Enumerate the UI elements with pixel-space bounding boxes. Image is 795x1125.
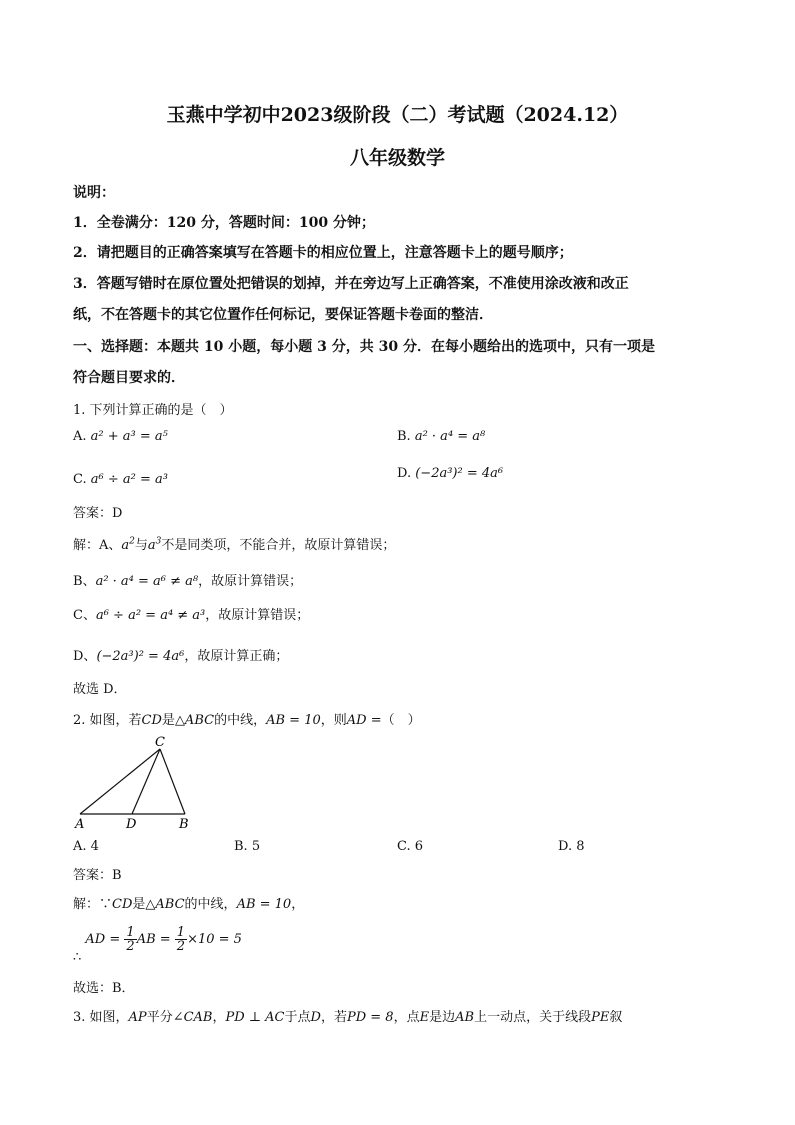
q1-option-c bbox=[73, 472, 168, 487]
q3-text4: ，若 bbox=[320, 1010, 347, 1025]
q1-option-a-math: a² + a³ = a⁵ bbox=[90, 429, 168, 444]
segment-bc bbox=[160, 749, 185, 814]
q2-stem-triangle: △ABC bbox=[174, 713, 215, 728]
q1-option-c-label: C. bbox=[73, 472, 87, 487]
q2-option-d: D. 8 bbox=[558, 839, 585, 854]
q2-stem-ab: AB = 10 bbox=[266, 713, 321, 728]
q2-option-a: A. 4 bbox=[73, 839, 99, 854]
exam-title: 玉燕中学初中2023级阶段（二）考试题（2024.12） bbox=[166, 104, 629, 126]
q1-sol-a-conj: 与 bbox=[134, 538, 148, 553]
q2-solution-line1 bbox=[73, 893, 304, 912]
q1-sol-b-text: ，故原计算错误； bbox=[198, 574, 303, 589]
q3-text8: 叙 bbox=[609, 1010, 623, 1025]
fraction-denominator: 2 bbox=[126, 939, 135, 954]
section-1-heading: 一、选择题：本题共 10 小题，每小题 3 分，共 30 分．在每小题给出的选项中，只有一项是 bbox=[73, 339, 655, 355]
q1-sol-c-math: a⁶ ÷ a² = a⁴ ≠ a³ bbox=[95, 608, 206, 623]
q1-option-b bbox=[397, 429, 485, 444]
fraction-numerator: 1 bbox=[126, 925, 135, 940]
q2-choose: 故选：B． bbox=[73, 981, 135, 996]
q2-stem-text2: 的中线， bbox=[214, 713, 267, 728]
q3-point-e: E bbox=[419, 1010, 430, 1025]
q3-stem bbox=[73, 1006, 622, 1025]
q1-sol-d-prefix: D、 bbox=[73, 649, 97, 664]
note-3-line1: 3．答题写错时在原位置处把错误的划掉，并在旁边写上正确答案，不准使用涂改液和改正 bbox=[73, 276, 629, 292]
note-1: 1．全卷满分：120 分，答题时间：100 分钟； bbox=[73, 215, 375, 231]
section-1-heading-cont: 符合题目要求的． bbox=[73, 370, 185, 386]
q1-solution-d bbox=[73, 645, 288, 664]
label-a: A bbox=[75, 817, 85, 832]
label-c: C bbox=[155, 735, 165, 750]
q1-option-d-label: D. bbox=[397, 466, 412, 481]
q1-option-d-math: (−2a³)² = 4a⁶ bbox=[415, 466, 504, 481]
q1-option-c-math: a⁶ ÷ a² = a³ bbox=[90, 472, 168, 487]
q1-sol-a-prefix: 解：A、 bbox=[73, 538, 122, 553]
q3-text5: ，点 bbox=[393, 1010, 420, 1025]
q2-sol-comma: ， bbox=[291, 897, 305, 912]
q2-sol-triangle: △ABC bbox=[145, 897, 185, 912]
q2-triangle-figure bbox=[70, 732, 200, 832]
q2-solution-calc bbox=[73, 925, 242, 965]
q2-option-b: B. 5 bbox=[234, 839, 261, 854]
q1-solution-a bbox=[73, 534, 395, 553]
q2-calc-result: ×10 = 5 bbox=[187, 932, 242, 947]
q2-calc-ad: AD = bbox=[85, 932, 121, 947]
q2-fraction-2 bbox=[175, 926, 187, 953]
q2-sol-ab: AB = 10 bbox=[236, 897, 292, 912]
q2-stem-ad: AD = bbox=[346, 713, 382, 728]
q1-sol-a-term2: $a^3$ bbox=[147, 536, 162, 553]
q1-sol-d-text: ，故原计算正确； bbox=[184, 649, 289, 664]
q2-fraction-1 bbox=[124, 926, 136, 953]
q3-point-d: D bbox=[310, 1010, 321, 1025]
note-3-line2: 纸，不在答题卡的其它位置作任何标记，要保证答题卡卷面的整洁． bbox=[73, 307, 493, 323]
q2-stem-paren: （ ） bbox=[381, 713, 421, 728]
q1-option-b-math: a² · a⁴ = a⁸ bbox=[414, 429, 486, 444]
q1-sol-d-math: (−2a³)² = 4a⁶ bbox=[96, 649, 185, 664]
q1-sol-b-math: a² · a⁴ = a⁶ ≠ a⁸ bbox=[95, 574, 199, 589]
q2-sol-prefix: 解：∵ bbox=[73, 897, 113, 912]
q2-answer: 答案：B bbox=[73, 868, 122, 883]
q1-option-a bbox=[73, 429, 168, 444]
q3-pd: PD = 8 bbox=[346, 1010, 394, 1025]
exam-subject: 八年级数学 bbox=[349, 147, 445, 169]
q1-solution-b bbox=[73, 570, 302, 589]
notes-heading: 说明： bbox=[73, 185, 115, 201]
note-2: 2．请把题目的正确答案填写在答题卡的相应位置上，注意答题卡上的题号顺序； bbox=[73, 245, 573, 261]
q3-perp: PD ⊥ AC bbox=[225, 1010, 285, 1025]
q3-text3: 于点 bbox=[284, 1010, 311, 1025]
q3-stem-prefix: 3. 如图， bbox=[73, 1010, 129, 1025]
label-d: D bbox=[126, 817, 137, 832]
q1-stem: 1. 下列计算正确的是（ ） bbox=[73, 403, 233, 418]
q2-sol-text2: 的中线， bbox=[184, 897, 237, 912]
q2-stem bbox=[73, 709, 421, 728]
q1-sol-b-prefix: B、 bbox=[73, 574, 96, 589]
label-b: B bbox=[179, 817, 189, 832]
q3-angle: ∠CAB bbox=[172, 1010, 213, 1025]
q3-text7: 上一动点，关于线段 bbox=[474, 1010, 592, 1025]
q2-stem-prefix: 2. 如图，若 bbox=[73, 713, 142, 728]
q2-stem-cd: CD bbox=[141, 713, 162, 728]
q3-pe: PE bbox=[591, 1010, 610, 1025]
segment-cd bbox=[132, 749, 160, 814]
q1-sol-a-term1: $a^2$ bbox=[121, 536, 135, 553]
q1-option-d bbox=[397, 466, 503, 481]
q3-text6: 是边 bbox=[429, 1010, 456, 1025]
q1-sol-c-text: ，故原计算错误； bbox=[205, 608, 310, 623]
q2-option-c: C. 6 bbox=[397, 839, 424, 854]
q3-ap: AP bbox=[128, 1010, 147, 1025]
therefore-symbol: ∴ bbox=[73, 950, 82, 965]
q2-sol-cd: CD bbox=[112, 897, 133, 912]
q2-sol-text1: 是 bbox=[132, 897, 146, 912]
q3-text2: ， bbox=[212, 1010, 226, 1025]
q1-sol-a-text: 不是同类项，不能合并，故原计算错误； bbox=[161, 538, 396, 553]
q3-ab: AB bbox=[455, 1010, 475, 1025]
fraction-numerator: 1 bbox=[176, 925, 186, 940]
q1-solution-c bbox=[73, 604, 309, 623]
q1-option-a-label: A. bbox=[73, 429, 87, 444]
q1-option-b-label: B. bbox=[397, 429, 411, 444]
q1-answer: 答案：D bbox=[73, 506, 123, 521]
q1-choose: 故选 D． bbox=[73, 682, 127, 697]
q3-text1: 平分 bbox=[146, 1010, 173, 1025]
q1-sol-c-prefix: C、 bbox=[73, 608, 96, 623]
q2-stem-text1: 是 bbox=[161, 713, 175, 728]
segment-ac bbox=[80, 749, 160, 814]
q2-stem-text3: ，则 bbox=[320, 713, 347, 728]
q2-calc-ab: AB = bbox=[136, 932, 171, 947]
fraction-denominator: 2 bbox=[176, 939, 186, 954]
